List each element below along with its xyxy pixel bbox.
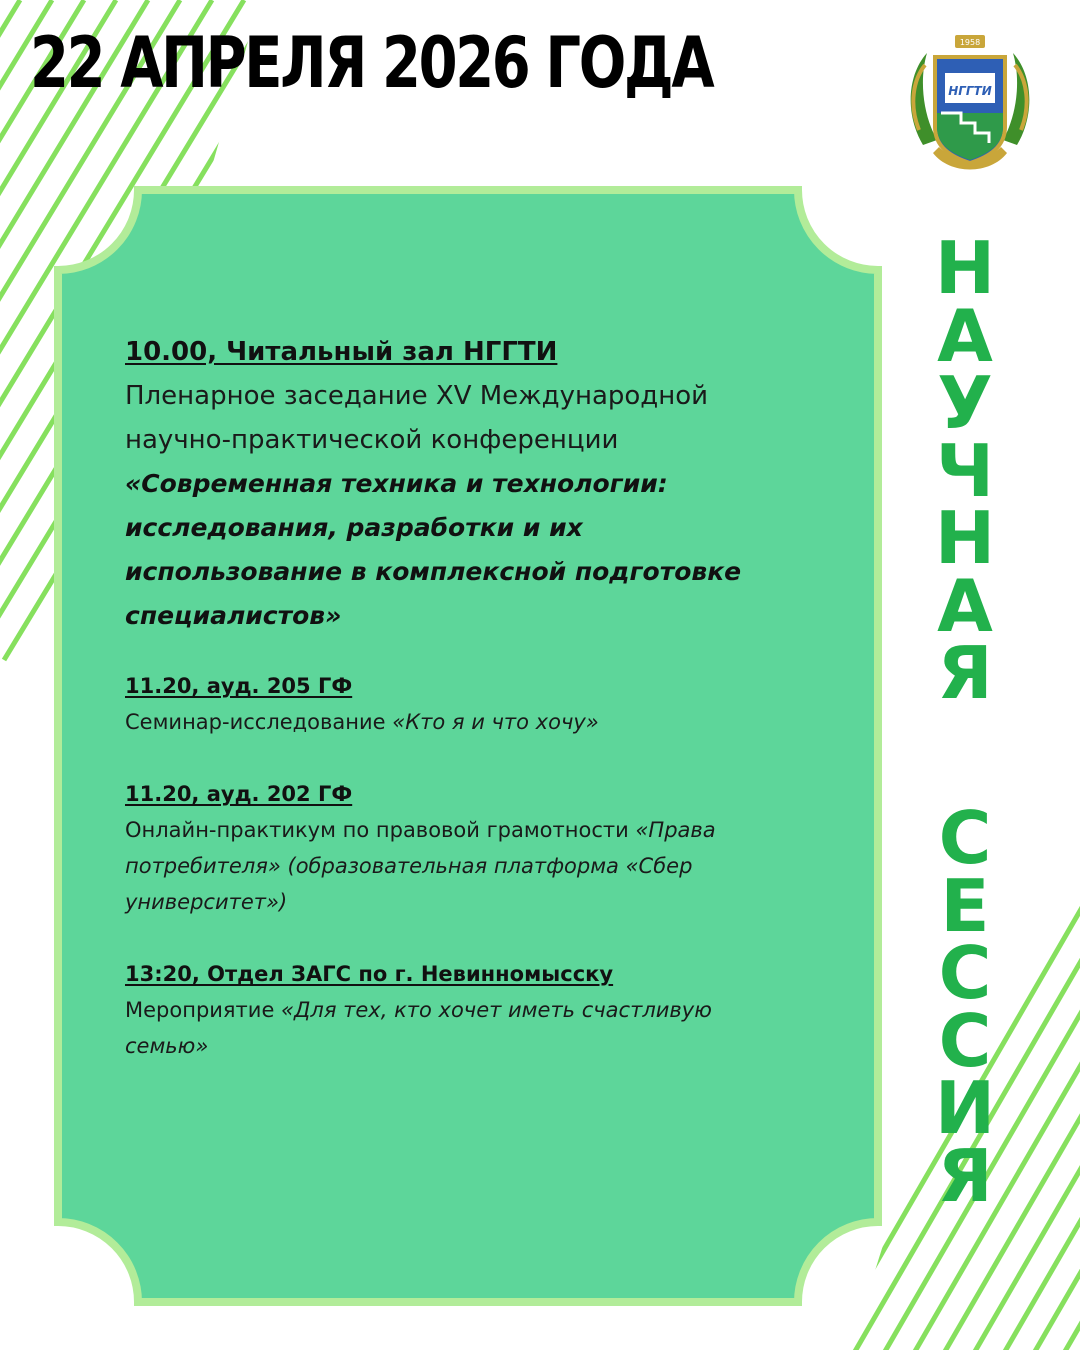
event-type: Онлайн-практикум по правовой грамотности [125,818,629,842]
svg-text:1958: 1958 [959,38,981,47]
side-letter: С [938,931,992,1015]
side-letter: Н [934,226,996,310]
side-title-line-1 [932,226,998,715]
event-description [125,704,785,740]
event-title: «Для тех, кто хочет иметь счастливую семью» [125,998,712,1058]
date-heading: 22 АПРЕЛЯ 2026 ГОДА [30,22,713,104]
event-description [125,992,785,1064]
event-type: Семинар-исследование [125,710,386,734]
side-letter: А [937,293,993,378]
schedule-event [125,776,785,920]
side-letter: С [938,998,992,1083]
event-description: Пленарное заседание XV Международной научно-практической конференции [125,381,709,455]
event-time-place: 10.00, Читальный зал НГГТИ [125,337,558,367]
event-time-place: 13:20, Отдел ЗАГС по г. Невинномысску [125,962,614,986]
side-letter: И [934,1066,996,1150]
side-letter: Н [934,496,996,580]
event-type: Мероприятие [125,998,275,1022]
event-time-place: 11.20, ауд. 202 ГФ [125,782,353,806]
event-title: «Права потребителя» (образовательная платформа «Сбер университет») [125,818,716,914]
side-letter: У [937,361,993,445]
schedule-event [125,330,785,638]
side-title-line-2 [932,796,998,1218]
institute-coat-of-arms-icon [905,35,1035,185]
schedule-list [125,330,785,1064]
side-letter: Я [937,631,993,715]
svg-text:НГГТИ: НГГТИ [948,84,992,98]
event-title: «Современная техника и технологии: исследования, разработки и их использование в комплексной подготовке специалистов» [125,469,742,630]
event-description [125,812,785,920]
schedule-event [125,668,785,740]
schedule-event [125,956,785,1064]
event-time-place: 11.20, ауд. 205 ГФ [125,674,353,698]
side-letter: Е [940,863,990,948]
side-letter: А [937,563,993,648]
side-letter: Я [937,1133,993,1218]
event-title: «Кто я и что хочу» [392,710,599,734]
side-letter: С [938,796,992,880]
side-letter: Ч [935,428,995,513]
